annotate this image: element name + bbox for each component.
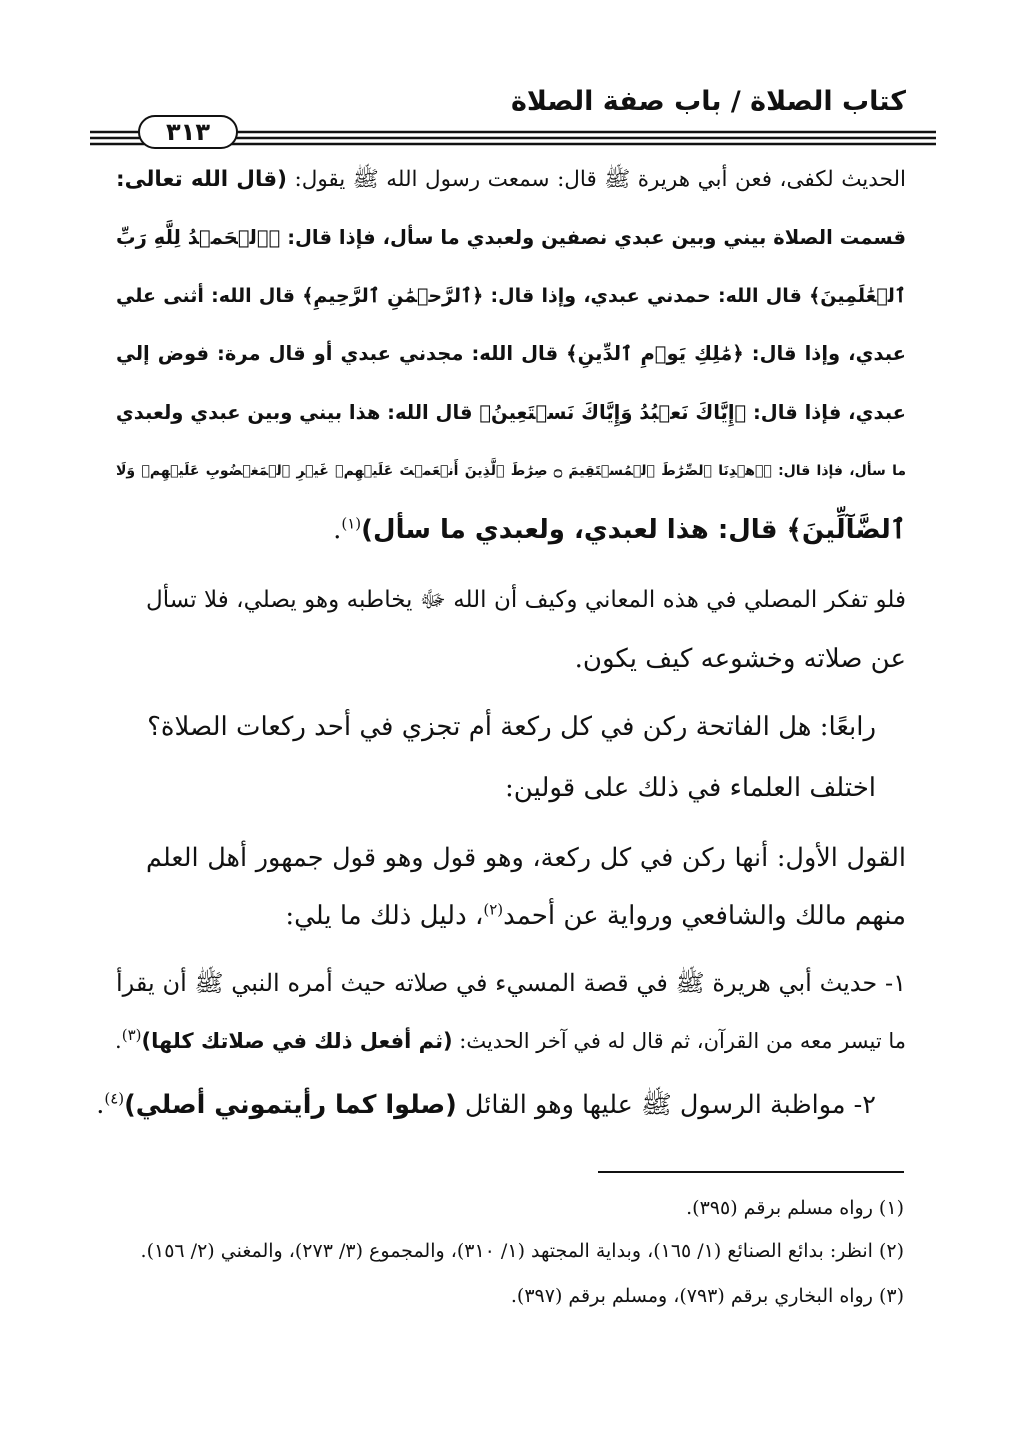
text-segment: ٱلضَّآلِّينَ﴾ قال: هذا لعبدي، ولعبدي ما سأل) xyxy=(361,515,906,545)
text-line-1 xyxy=(116,160,906,200)
text-segment: . xyxy=(96,1090,105,1120)
text-segment: . xyxy=(333,515,342,545)
text-line-3: ٱلۡعَٰلَمِينَ﴾ قال الله: حمدني عبدي، وإذا قال: ﴿ٱلرَّحۡمَٰنِ ٱلرَّحِيمِ﴾ قال الله: أثنى علي xyxy=(116,285,906,307)
paragraph-5-line-2 xyxy=(285,896,906,936)
footnote-ref: (١) xyxy=(341,514,362,533)
text-line-6: ما سأل، فإذا قال: ﴿ٱهۡدِنَا ٱلصِّرَٰطَ ٱلۡمُسۡتَقِيمَ ۝ صِرَٰطَ ٱلَّذِينَ أَنۡعَمۡتَ عَلَيۡهِمۡ غَيۡرِ ٱلۡمَغۡضُوبِ عَلَيۡهِمۡ وَلَا xyxy=(116,463,907,479)
text-line-4: عبدي، وإذا قال: ﴿مَٰلِكِ يَوۡمِ ٱلدِّينِ﴾ قال الله: مجدني عبدي أو قال مرة: فوض إلي xyxy=(116,342,906,365)
quote-segment: (قال الله تعالى: xyxy=(116,167,287,192)
paragraph-6-line-1: ١- حديث أبي هريرة ﷺ في قصة المسيء في صلاته حيث أمره النبي ﷺ أن يقرأ xyxy=(116,969,906,997)
paragraph-6-line-2 xyxy=(115,1021,906,1061)
footnote-2: (٢) انظر: بدائع الصنائع (١/ ١٦٥)، وبداية المجتهد (١/ ٣١٠)، والمجموع (٣/ ٢٧٣)، والمغني (٢/ ١٥٦). xyxy=(140,1240,904,1262)
paragraph-2-line-2: عن صلاته وخشوعه كيف يكون. xyxy=(574,644,906,674)
footnote-3: (٣) رواه البخاري برقم (٧٩٣)، ومسلم برقم (٣٩٧). xyxy=(510,1285,904,1307)
footnote-ref: (٢) xyxy=(483,900,504,919)
text-line-5: عبدي، فإذا قال: ﴿إِيَّاكَ نَعۡبُدُ وَإِيَّاكَ نَسۡتَعِينُ﴾ قال الله: هذا بيني وبين عبدي ولعبدي xyxy=(115,401,906,424)
quote-segment: (صلوا كما رأيتموني أصلي) xyxy=(124,1090,457,1120)
text-segment: ما تيسر معه من القرآن، ثم قال له في آخر الحديث: xyxy=(452,1029,906,1053)
paragraph-4: اختلف العلماء في ذلك على قولين: xyxy=(505,773,876,803)
paragraph-7 xyxy=(96,1085,876,1125)
text-segment: . xyxy=(115,1029,122,1053)
paragraph-2-line-1: فلو تفكر المصلي في هذه المعاني وكيف أن الله ﷻ يخاطبه وهو يصلي، فلا تسأل xyxy=(146,587,906,613)
text-line-7 xyxy=(333,510,906,550)
text-line-2: قسمت الصلاة بيني وبين عبدي نصفين ولعبدي ما سأل، فإذا قال: ﴿ٱلۡحَمۡدُ لِلَّهِ رَبِّ xyxy=(116,226,906,249)
text-segment: منهم مالك والشافعي ورواية عن أحمد xyxy=(503,901,906,931)
footnote-ref: (٤) xyxy=(104,1089,125,1108)
text-segment: الحديث لكفى، فعن أبي هريرة ﷺ قال: سمعت رسول الله ﷺ يقول: xyxy=(286,167,906,192)
quote-segment: (ثم أفعل ذلك في صلاتك كلها) xyxy=(141,1029,453,1053)
footnote-separator xyxy=(598,1171,904,1173)
page-number: ٣١٣ xyxy=(138,115,238,149)
text-segment: ، دليل ذلك ما يلي: xyxy=(285,901,484,931)
question-heading: رابعًا: هل الفاتحة ركن في كل ركعة أم تجزي في أحد ركعات الصلاة؟ xyxy=(147,712,876,742)
footnote-ref: (٣) xyxy=(121,1026,142,1044)
footnote-1: (١) رواه مسلم برقم (٣٩٥). xyxy=(686,1197,904,1219)
paragraph-5-line-1: القول الأول: أنها ركن في كل ركعة، وهو قول وهو قول جمهور أهل العلم xyxy=(146,843,906,873)
running-header-title: كتاب الصلاة / باب صفة الصلاة xyxy=(510,86,906,117)
text-segment: ٢- مواظبة الرسول ﷺ عليها وهو القائل xyxy=(456,1090,876,1120)
